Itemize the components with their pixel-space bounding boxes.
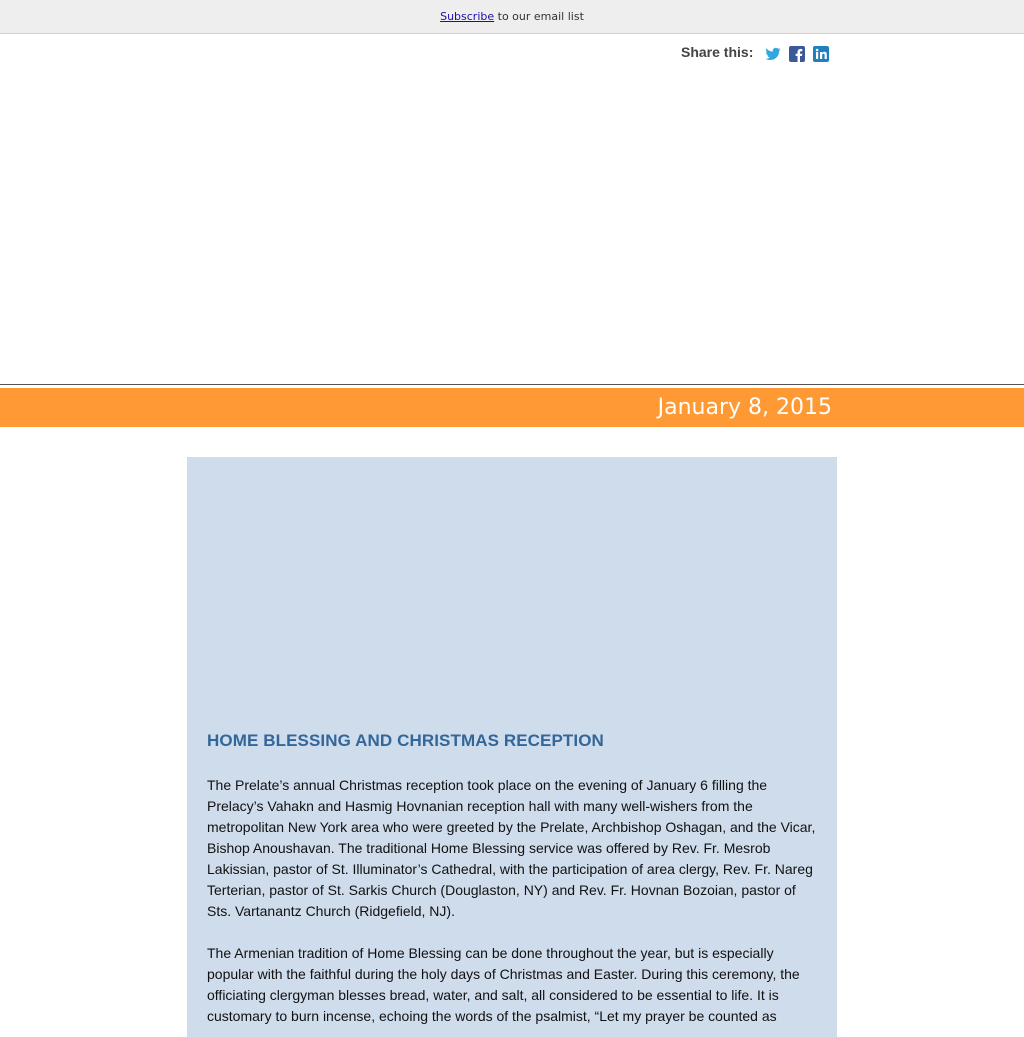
subscribe-bar — [0, 0, 1024, 34]
article-title: HOME BLESSING AND CHRISTMAS RECEPTION — [207, 731, 604, 750]
header-image-area — [0, 66, 1024, 382]
issue-date: January 8, 2015 — [657, 395, 832, 420]
article-paragraph: The Prelate’s annual Christmas reception took place on the evening of January 6 filling the Prelacy’s Vahakn and Hasmig Hovnanian reception hall with many well-wishers from the metropolitan New York area who were greeted by the Prelate, Archbishop Oshagan, and the Vicar, Bishop Anoushavan. The traditional Home Blessing service was offered by Rev. Fr. Mesrob Lakissian, pastor of St. Illuminator’s Cathedral, with the participation of area clergy, Rev. Fr. Nareg Terterian, pastor of St. Sarkis Church (Douglaston, NY) and Rev. Fr. Hovnan Bozoian, pastor of Sts. Vartanantz Church (Ridgefield, NJ). — [207, 777, 816, 919]
article-image-area — [187, 457, 837, 717]
share-bar — [681, 44, 837, 60]
linkedin-icon[interactable] — [813, 46, 829, 62]
twitter-icon[interactable] — [765, 46, 781, 62]
date-banner — [0, 388, 1024, 427]
subscribe-link[interactable]: Subscribe — [440, 10, 495, 23]
facebook-icon[interactable] — [789, 46, 805, 62]
article-paragraph: The Armenian tradition of Home Blessing can be done throughout the year, but is especially popular with the faithful during the holy days of Christmas and Easter. During this ceremony, the officiating clergyman blesses bread, water, and salt, all considered to be essential to life. It is customary to burn incense, echoing the words of the psalmist, “Let my prayer be counted as — [207, 945, 800, 1024]
share-label: Share this: — [681, 44, 754, 60]
header-divider — [0, 384, 1024, 385]
subscribe-text: to our email list — [494, 10, 584, 23]
